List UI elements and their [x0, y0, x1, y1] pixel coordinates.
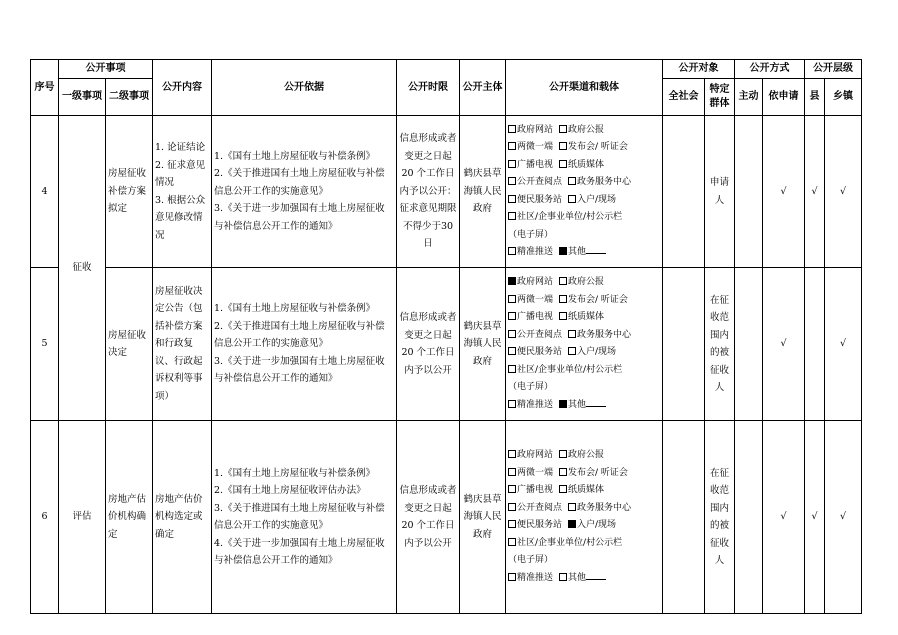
checkbox-icon[interactable] [568, 503, 576, 511]
channel-broadcast-option[interactable] [508, 485, 553, 495]
row-subject: 鹤庆县草海镇人民政府 [460, 268, 506, 421]
checkbox-icon[interactable] [508, 347, 516, 355]
channel-label: 发布会/ 听证会 [568, 467, 628, 478]
channel-push-option[interactable] [508, 573, 553, 583]
row-content [153, 421, 212, 614]
disclosure-table [30, 59, 862, 614]
channel-door-option[interactable] [568, 195, 616, 205]
header-channels: 公开渠道和载体 [506, 60, 663, 116]
channel-label: 广播电视 [517, 159, 554, 170]
channel-push-option[interactable] [508, 247, 553, 257]
header-basis: 公开依据 [212, 60, 397, 116]
row-seq: 6 [31, 421, 59, 614]
row-target-specific: 申请人 [705, 116, 735, 268]
checkbox-icon[interactable] [508, 142, 516, 150]
channel-kiosk-option[interactable] [508, 330, 562, 340]
row-channels [506, 116, 663, 268]
checkbox-icon[interactable] [559, 295, 567, 303]
basis-line: 3.《关于进一步加强国有土地上房屋征收与补偿信息公开工作的通知》 [214, 203, 385, 232]
channel-label: 政务服务中心 [577, 329, 632, 340]
row-method-active [735, 116, 763, 268]
checkbox-icon[interactable] [508, 503, 516, 511]
channel-label: 政府公报 [568, 277, 605, 287]
row-method-request: √ [763, 116, 805, 268]
checkbox-icon[interactable] [559, 160, 567, 168]
channel-paper-option[interactable] [559, 160, 604, 170]
checkbox-icon[interactable] [508, 365, 516, 373]
row-target-specific: 在征收范围内的被征收人 [705, 268, 735, 421]
channel-paper-option[interactable] [559, 485, 604, 495]
checked-box-icon[interactable] [559, 247, 567, 255]
header-level-county: 县 [805, 79, 825, 116]
row-channels [506, 421, 663, 614]
checkbox-icon[interactable] [559, 142, 567, 150]
channel-service-center-option[interactable] [568, 177, 631, 187]
channel-label: 入户/现场 [577, 347, 617, 357]
row-period: 信息形成或者变更之日起 20 个工作日内予以公开 [397, 268, 460, 421]
channel-label: 政府公报 [568, 124, 605, 135]
channel-label: 其他 [568, 572, 587, 583]
row-level2: 房地产估价机构确定 [106, 421, 153, 614]
channel-label: 纸质媒体 [568, 159, 605, 170]
table-row [31, 268, 862, 421]
row-target-all [663, 116, 705, 268]
checkbox-icon[interactable] [568, 347, 576, 355]
row-target-specific: 在征收范围内的被征收人 [705, 421, 735, 614]
header-items-group: 公开事项 [59, 60, 153, 79]
row-level-town: √ [825, 116, 862, 268]
basis-line: 3.《关于推进国有土地上房屋征收与补偿信息公开工作的实施意见》 [214, 502, 385, 531]
row-subject: 鹤庆县草海镇人民政府 [460, 421, 506, 614]
checkbox-icon[interactable] [568, 195, 576, 203]
row-target-all [663, 268, 705, 421]
checkbox-icon[interactable] [559, 468, 567, 476]
channel-service-station-option[interactable] [508, 347, 562, 357]
channel-label: 公开查阅点 [517, 502, 563, 513]
channel-label: 政府公报 [568, 450, 605, 460]
channel-label: 精准推送 [517, 399, 554, 410]
header-method-request: 依申请 [763, 79, 805, 116]
table-row [31, 421, 862, 614]
channel-press-option[interactable] [559, 295, 628, 305]
channel-label: 两微一端 [517, 142, 554, 152]
channel-label: 纸质媒体 [568, 312, 605, 322]
channel-two-micro-option[interactable] [508, 468, 553, 478]
row-seq: 4 [31, 116, 59, 268]
header-level2: 二级事项 [106, 79, 153, 116]
row-method-active [735, 421, 763, 614]
row-period: 信息形成或者变更之日起 20 个工作日内予以公开 [397, 421, 460, 614]
channel-label: 社区/企事业单位/村公示栏 [517, 364, 623, 375]
checkbox-icon[interactable] [559, 125, 567, 133]
checkbox-icon[interactable] [508, 538, 516, 546]
channel-other-option[interactable] [559, 247, 606, 257]
content-line: 3. 根据公众意见修改情况 [155, 194, 206, 241]
checked-box-icon[interactable] [559, 400, 567, 408]
basis-line: 2.《关于推进国有土地上房屋征收与补偿信息公开工作的实施意见》 [214, 168, 385, 197]
channel-label: 纸质媒体 [568, 485, 605, 495]
header-target-all: 全社会 [663, 79, 705, 116]
channel-paper-option[interactable] [559, 312, 604, 322]
checkbox-icon[interactable] [508, 468, 516, 476]
checkbox-icon[interactable] [559, 312, 567, 320]
channel-label: 便民服务站 [517, 520, 563, 530]
channel-label: 政务服务中心 [577, 177, 632, 187]
content-line: 房屋征收决定公告（包括补偿方案和行政复议、行政起诉权利等事项） [155, 285, 203, 402]
channel-service-center-option[interactable] [568, 503, 631, 513]
row-level2: 房屋征收补偿方案拟定 [106, 116, 153, 268]
content-line: 1. 论证结论 [155, 142, 206, 153]
channel-label: 广播电视 [517, 312, 554, 322]
channel-label: 入户/现场 [577, 520, 617, 530]
channel-door-option[interactable] [568, 347, 616, 357]
basis-line: 1.《国有土地上房屋征收与补偿条例》 [214, 467, 376, 479]
row-method-request: √ [763, 421, 805, 614]
row-method-request: √ [763, 268, 805, 421]
row-content [153, 116, 212, 268]
fill-blank-line [586, 397, 606, 407]
header-period: 公开时限 [397, 60, 460, 116]
basis-line: 2.《国有土地上房屋征收评估办法》 [214, 485, 366, 496]
row-target-all [663, 421, 705, 614]
checkbox-icon[interactable] [559, 573, 567, 581]
channel-label: 其他 [568, 399, 587, 410]
channel-door-option[interactable] [568, 520, 616, 530]
row-channels [506, 268, 663, 421]
checkbox-icon[interactable] [559, 277, 567, 285]
header-level-town: 乡镇 [825, 79, 862, 116]
checkbox-icon[interactable] [508, 520, 516, 528]
channel-gov-bulletin-option[interactable] [559, 125, 604, 135]
channel-label: 社区/企事业单位/村公示栏 [517, 537, 623, 548]
channel-two-micro-option[interactable] [508, 142, 553, 152]
checkbox-icon[interactable] [508, 400, 516, 408]
channel-label: 便民服务站 [517, 194, 563, 205]
checked-box-icon[interactable] [508, 277, 516, 285]
channel-label: 公开查阅点 [517, 177, 563, 187]
channel-gov-site-option[interactable] [508, 125, 553, 135]
channel-label: 其他 [568, 247, 587, 257]
row-period: 信息形成或者变更之日起 20 个工作日内予以公开：征求意见期限不得少于30日 [397, 116, 460, 268]
channel-kiosk-option[interactable] [508, 503, 562, 513]
row-level-county: √ [805, 421, 825, 614]
channel-gov-site-option[interactable] [508, 450, 553, 460]
row-subject: 鹤庆县草海镇人民政府 [460, 116, 506, 268]
channel-kiosk-option[interactable] [508, 177, 562, 187]
checkbox-icon[interactable] [508, 450, 516, 458]
channel-label: 精准推送 [517, 247, 554, 257]
channel-label: 政府网站 [517, 277, 554, 287]
group-name: 评估 [59, 421, 106, 614]
channel-push-option[interactable] [508, 400, 553, 410]
channel-press-option[interactable] [559, 142, 628, 152]
channel-label: 发布会/ 听证会 [568, 294, 628, 305]
channel-label: 入户/现场 [577, 194, 617, 205]
channel-screen-note: （电子屏） [508, 555, 554, 565]
channel-notice-board-option[interactable] [508, 212, 622, 222]
checkbox-icon[interactable] [508, 125, 516, 133]
table-row [31, 116, 862, 268]
channel-broadcast-option[interactable] [508, 312, 553, 322]
checkbox-icon[interactable] [508, 312, 516, 320]
row-basis [212, 116, 397, 268]
channel-screen-note: （电子屏） [508, 229, 554, 240]
channel-label: 政务服务中心 [577, 502, 632, 513]
channel-service-station-option[interactable] [508, 195, 562, 205]
checkbox-icon[interactable] [508, 485, 516, 493]
channel-label: 广播电视 [517, 485, 554, 495]
channel-two-micro-option[interactable] [508, 295, 553, 305]
channel-label: 两微一端 [517, 467, 554, 478]
basis-line: 4.《关于进一步加强国有土地上房屋征收与补偿信息公开工作的通知》 [214, 537, 385, 566]
checkbox-icon[interactable] [508, 330, 516, 338]
header-seq: 序号 [31, 60, 59, 116]
channel-gov-site-option[interactable] [508, 277, 553, 287]
row-level-county: √ [805, 116, 825, 268]
checkbox-icon[interactable] [559, 450, 567, 458]
channel-label: 政府网站 [517, 450, 554, 460]
channel-broadcast-option[interactable] [508, 160, 553, 170]
checkbox-icon[interactable] [508, 212, 516, 220]
row-level-county [805, 268, 825, 421]
checkbox-icon[interactable] [508, 573, 516, 581]
channel-screen-note: （电子屏） [508, 382, 554, 392]
channel-notice-board-option[interactable] [508, 365, 622, 375]
checkbox-icon[interactable] [508, 177, 516, 185]
channel-label: 社区/企事业单位/村公示栏 [517, 212, 623, 222]
checkbox-icon[interactable] [508, 295, 516, 303]
channel-label: 公开查阅点 [517, 329, 563, 340]
header-method-group: 公开方式 [735, 60, 805, 79]
header-target-specific: 特定群体 [705, 79, 735, 116]
fill-blank-line [586, 570, 606, 580]
channel-label: 政府网站 [517, 124, 554, 135]
checkbox-icon[interactable] [568, 177, 576, 185]
header-subject: 公开主体 [460, 60, 506, 116]
header-level1: 一级事项 [59, 79, 106, 116]
basis-line: 2.《关于推进国有土地上房屋征收与补偿信息公开工作的实施意见》 [214, 320, 385, 350]
group-name: 征收 [59, 116, 106, 421]
basis-line: 3.《关于进一步加强国有土地上房屋征收与补偿信息公开工作的通知》 [214, 355, 385, 385]
channel-service-center-option[interactable] [568, 330, 631, 340]
row-level-town: √ [825, 268, 862, 421]
channel-label: 便民服务站 [517, 347, 563, 357]
channel-label: 精准推送 [517, 572, 554, 583]
checkbox-icon[interactable] [508, 160, 516, 168]
checkbox-icon[interactable] [559, 485, 567, 493]
row-content [153, 268, 212, 421]
channel-notice-board-option[interactable] [508, 538, 622, 548]
fill-blank-line [586, 244, 606, 254]
row-seq: 5 [31, 268, 59, 421]
row-basis [212, 421, 397, 614]
checked-box-icon[interactable] [568, 520, 576, 528]
checkbox-icon[interactable] [508, 247, 516, 255]
row-basis [212, 268, 397, 421]
channel-other-option[interactable] [559, 400, 606, 410]
channel-label: 两微一端 [517, 294, 554, 305]
row-level-town: √ [825, 421, 862, 614]
channel-gov-bulletin-option[interactable] [559, 450, 604, 460]
checkbox-icon[interactable] [568, 330, 576, 338]
header-content: 公开内容 [153, 60, 212, 116]
content-line: 房地产估价机构选定或确定 [155, 493, 203, 540]
channel-gov-bulletin-option[interactable] [559, 277, 604, 287]
content-line: 2. 征求意见情况 [155, 159, 206, 188]
basis-line: 1.《国有土地上房屋征收与补偿条例》 [214, 303, 376, 315]
channel-other-option[interactable] [559, 573, 606, 583]
channel-service-station-option[interactable] [508, 520, 562, 530]
header-level-group: 公开层级 [805, 60, 862, 79]
checkbox-icon[interactable] [508, 195, 516, 203]
channel-label: 发布会/ 听证会 [568, 142, 628, 152]
header-method-active: 主动 [735, 79, 763, 116]
row-level2: 房屋征收决定 [106, 268, 153, 421]
header-target-group: 公开对象 [663, 60, 735, 79]
row-method-active [735, 268, 763, 421]
channel-press-option[interactable] [559, 468, 628, 478]
basis-line: 1.《国有土地上房屋征收与补偿条例》 [214, 150, 376, 162]
